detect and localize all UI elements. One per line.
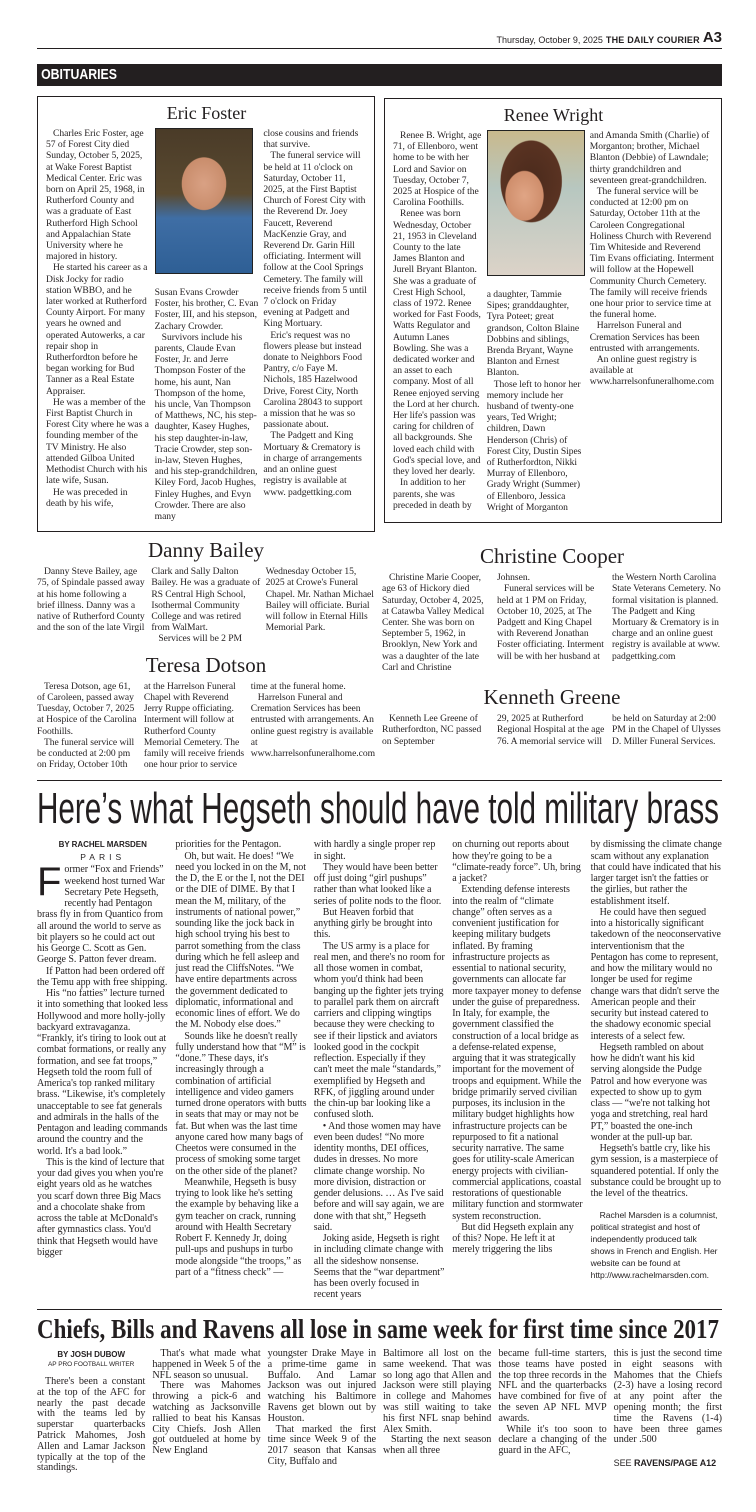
paragraph: He could have then segued into a historically significant takedown of the neoconservative interventionism that the Pentagon has come to represent, and how the military would no longer be used for regime change wars that didn't serve the American people and their security but instead catered to the shadowy economic special interests of a select few. xyxy=(590,906,721,1042)
paragraph: Kenneth Lee Greene of Rutherfordton, NC passed on September xyxy=(382,713,482,747)
paragraph: • And those women may have even been dudes! “No more identity months, DEI offices, dudes in dresses. No more climate change worship. No more division, distraction or gender delusions. … As I've said before and will say again, we are done with that sht,” Hegseth said. xyxy=(313,1120,445,1233)
header-rule xyxy=(37,48,722,49)
paragraph: That's what made what happened in Week 5 of the NFL season so unusual. xyxy=(152,1348,261,1381)
paragraph: His “no fatties” lecture turned it into something that looked less Hollywood and more holly-jolly backyard extravaganza. “Frankly, it's tiring to look out at combat formations, or really any formation, and see fat troops,” Hegseth told the room full of America's top ranked military brass. “Likewise, it's completely unacceptable to see fat generals and admirals in the halls of the Pentagon and leading commands around the country and the world. It's a bad look.” xyxy=(37,988,168,1157)
paragraph: But did Hegseth explain any of this? Nope. He left it at merely triggering the libs xyxy=(452,1221,574,1256)
paragraph: Those left to honor her memory include her husband of twenty-one years, Ted Wright; children, Dawn Henderson (Chris) of Forest City, Dustin Sipes of Rutherfordton, Nikki Murray of Ellenboro, Grady Wright (Summer) of Ellenboro, Jessica Wright of Morganton xyxy=(486,378,582,513)
paragraph: Oh, but wait. He does! “We need you locked in on the M, not the D, the E or the I, not the DEI or the DIE of DIME. By that I mean the M, military, of the instruments of national power,” sounding like the jock back in high school trying his best to parrot something from the class during which he fell asleep and just read the CliffsNotes. “We have entire departments across the government dedicated to diplomatic, informational and economic lines of effort. We do the M. Nobody else does.” xyxy=(175,850,306,1031)
column-headline-wrap xyxy=(37,785,722,833)
paragraph: Extending defense interests into the realm of “climate change” often serves as a convenient justification for keeping military budgets inflated. By framing infrastructure projects as essential to national security, governments can allocate far more taxpayer money to defense under the guise of preparedness. In Italy, for example, the government classified the construction of a local bridge as a defense-related expense, arguing that it was strategically important for the movement of troops and equipment. While the bridge primarily served civilian purposes, its inclusion in the military budget highlights how infrastructure projects can be repurposed to fit a national security narrative. The same goes for utility-scale American energy projects with civilian-commercial applications, coastal restorations of questionable military function and stormwater system reconstruction. xyxy=(452,884,583,1222)
obituary-column xyxy=(46,128,150,522)
newspaper-page xyxy=(37,0,722,1474)
obituary-column xyxy=(612,713,722,747)
obituary-column xyxy=(382,572,492,673)
column-dateline: PARIS xyxy=(80,852,126,863)
column-continued xyxy=(591,839,722,1199)
obituary-column xyxy=(382,713,492,747)
story-column-text xyxy=(37,1377,145,1474)
obituary-column xyxy=(251,681,375,771)
paragraph: became full-time starters, those teams have posted the top three records in the NFL and the quarterbacks have combined for five of the seven AP NFL MVP awards. xyxy=(498,1348,607,1424)
section-title: OBITUARIES xyxy=(41,66,117,83)
drop-cap: F xyxy=(37,860,62,905)
paragraph: Hegseth rambled on about how he didn't want his kid serving alongside the Pudge Patrol and how everyone was expected to show up to gym class — “we're not talking hot yoga and stretching, real hard PT,” boasted the one-inch wonder at the pull-up bar. xyxy=(590,1041,711,1143)
paragraph: There was Mahomes throwing a pick-6 and watching as Jacksonville rallied to beat his Kansas City Chiefs. Josh Allen got outdueled at home by New England xyxy=(152,1380,261,1457)
paragraph: be held on Saturday at 2:00 PM in the Chapel of Ulysses D. Miller Funeral Services. xyxy=(612,713,721,747)
section-divider xyxy=(37,780,722,781)
paragraph: Clark and Sally Dalton Bailey. He was a graduate of RS Central High School, Isothermal Community College and was retired from WalMart. xyxy=(151,566,261,634)
paragraph: The funeral service will be held at 11 o'clock on Saturday, October 11, 2025, at the First Baptist Church of Forest City with the Reverend Dr. Joey Faucett, Reverend MacKenzie Gray, and Reverend Dr. Garin Hill officiating. Interment will follow at the Cool Springs Cemetery. The family will receive friends from 5 until 7 o'clock on Friday evening at Padgett and King Mortuary. xyxy=(263,150,367,330)
column-byline: BY RACHEL MARSDEN xyxy=(58,840,147,850)
obituary-column xyxy=(612,572,722,673)
story-column xyxy=(383,1349,491,1457)
obituary-column xyxy=(37,566,146,644)
obituary-column-text xyxy=(487,289,585,513)
column-text-1 xyxy=(37,839,168,1258)
short-obituaries-right xyxy=(382,538,722,754)
paragraph: at the Harrelson Funeral Chapel with Reverend Jerry Ruppe officiating. Interment will follow at Rutherford County Memorial Cemetery. The family will receive friends one hour prior to service xyxy=(143,680,245,771)
paragraph: Hegseth's battle cry, like his gym session, is a masterpiece of squandered potential. If only the substance could be brought up to the level of the theatrics. xyxy=(590,1143,721,1200)
paragraph: Meanwhile, Hegseth is busy trying to look like he's setting the example by behaving like a gym teacher on crack, running around with Health Secretary Robert F. Kennedy Jr, doing pull-ups and pushups in turbo mode alongside “the troops,” as part of a “fitness check” — xyxy=(175,1176,302,1278)
story-column-text xyxy=(614,1349,722,1446)
obituary-columns xyxy=(382,713,722,747)
paragraph: Wednesday October 15, 2025 at Crowe's Funeral Chapel. Mr. Nathan Michael Bailey will officiate. Burial will follow in Eternal Hills Memorial Park. xyxy=(265,566,374,634)
obituary-column xyxy=(487,130,585,513)
paragraph: An online guest registry is available at www.harrelsonfuneralhome.com xyxy=(589,354,715,388)
paragraph: Charles Eric Foster, age 57 of Forest City died Sunday, October 5, 2025, at Wake Forest Baptist Medical Center. Eric was born on April 25, 1968, in Rutherford County and was a graduate of East Rutherford High School and Appalachian State University where he majored in history. xyxy=(46,128,145,263)
paragraph: by dismissing the climate change scam without any explanation that could have indicated that his larger target isn't the fatties or the girlies, but rather the establishment itself. xyxy=(590,839,722,907)
column-text-2 xyxy=(175,839,306,1278)
column-text-3 xyxy=(314,839,445,1300)
obituary-column xyxy=(37,681,139,771)
page-number: A3 xyxy=(702,29,722,46)
obituary-column xyxy=(155,128,259,522)
paragraph: on churning out reports about how they're going to be a “climate-ready force”. Uh, bring a jacket? xyxy=(452,839,581,885)
obituary-teresa-dotson xyxy=(37,653,375,771)
paragraph: The funeral service will be conducted at 2:00 pm on Friday, October 10th xyxy=(37,736,135,771)
paragraph: This is the kind of lecture that your dad gives you when you're eight years old as he watches you scarf down three Big Macs and a chocolate shake from across the table at McDonald's after gymnastics class. You'd think that Hegseth would have bigger xyxy=(37,1156,165,1258)
paragraph: Survivors include his parents, Claude Evan Foster, Jr. and Jerre Thompson Foster of the home, his aunt, Nan Thompson of the home, his uncle, Van Thompson of Matthews, NC, his step-daughter, Kasey Hughes, his step daughter-in-law, Tracie Crowder, step son-in-law, Steven Hughes, and his step-grandchildren, Kiley Ford, Jacob Hughes, Finley Hughes, and Evyn Crowder. There are also many xyxy=(154,331,258,523)
paragraph: While it's too soon to declare a changing of the guard in the AFC, xyxy=(498,1423,607,1457)
obituary-christine-cooper xyxy=(382,544,722,673)
jump-link[interactable] xyxy=(614,1457,722,1469)
paragraph: The funeral service will be conducted at 12:00 pm on Saturday, October 11th at the Caroleen Congregational Holiness Church with Reverend Tim Whiteside and Reverend Tim Evans officiating. Interment will follow at the Hopewell Community Church Cemetery. The family will receive friends one hour prior to service time at the funeral home. xyxy=(589,186,714,321)
paragraph: Joking aside, Hegseth is right in including climate change with all the sideshow nonsense. Seems that the “war department” has been overly focused in recent years xyxy=(313,1233,445,1301)
obituary-column xyxy=(393,130,482,513)
short-obituaries-left xyxy=(37,538,375,778)
obituary-columns xyxy=(37,681,375,771)
obituary-column xyxy=(266,566,375,644)
lead-paragraph xyxy=(37,860,168,966)
paragraph: Harrelson Funeral and Cremation Services has been entrusted with arrangements. An online guest registry is available at www.harrelsonfuneralhome.com xyxy=(250,691,376,759)
obituary-name: Christine Cooper xyxy=(479,544,625,569)
story-column xyxy=(152,1349,260,1457)
paragraph: close cousins and friends that survive. xyxy=(263,128,359,151)
obituary-name: Danny Bailey xyxy=(147,538,265,563)
page-header xyxy=(37,0,722,48)
paragraph: 29, 2025 at Rutherford Regional Hospital at the age 76. A memorial service will xyxy=(497,713,605,747)
obituary-column xyxy=(151,566,260,644)
paragraph: Funeral services will be held at 1 PM on Friday, October 10, 2025, at The Padgett and King Chapel with Reverend Jonathan Foster officiating. Interment will be with her husband at xyxy=(497,583,604,662)
obituary-column xyxy=(497,572,607,673)
obituary-eric-foster xyxy=(37,96,375,532)
paragraph: Teresa Dotson, age 61, of Caroleen, passed away Tuesday, October 7, 2025 at Hospice of the Carolina Foothills. xyxy=(37,680,137,737)
paragraph: Harrelson Funeral and Cremation Services has been entrusted with arrangements. xyxy=(589,320,700,354)
paragraph: Baltimore all lost on the same weekend. That was so long ago that Allen and Jackson were still playing in college and Mahomes was still waiting to take his first NFL snap behind Alex Smith. xyxy=(383,1348,492,1435)
obituary-columns xyxy=(37,566,375,644)
paragraph: He was a member of the First Baptist Church in Forest City where he was a founding member of the TV Ministry. He also attended Gilboa United Methodist Church with his late wife, Susan. xyxy=(46,396,149,487)
paragraph: He started his career as a Disk Jocky for radio station WBBO, and he later worked at Rutherford County Airport. For many years he owned and operated Autowerks, a car repair shop in Rutherfordton before he began working for Bud Tanner as a Real Estate Appraiser. xyxy=(46,262,148,397)
paragraph: Renee was born Wednesday, October 21, 1953 in Cleveland County to the late James Blanton and Jurell Bryant Blanton. She was a graduate of Crest High School, class of 1972. Renee worked for Fast Foods, Watts Regulator and Autumn Lanes Bowling. She was a dedicated worker and an asset to each company. Most of all Renee enjoyed serving the Lord at her church. Her life's passion was caring for children of all backgrounds. She loved each child with God's special love, and they loved her dearly. xyxy=(393,208,481,478)
paragraph: Renee B. Wright, age 71, of Ellenboro, went home to be with her Lord and Savior on Tuesday, October 7, 2025 at Hospice of the Carolina Foothills. xyxy=(393,130,482,209)
story-column xyxy=(268,1349,376,1468)
obituary-renee-wright xyxy=(384,98,722,523)
lead-text: ormer “Fox and Friends” weekend host turned War Secretary Pete Hegseth, recently had Pentagon brass fly in from Quantico from all around the world to serve as bit players so he could act out his George C. Scott as Gen. George S. Patton fever dream. xyxy=(37,864,165,966)
column-text-4 xyxy=(452,839,583,1255)
paragraph: time at the funeral home. xyxy=(250,680,346,692)
obituary-column xyxy=(590,130,714,513)
obituary-name: Renee Wright xyxy=(503,105,604,125)
section-banner xyxy=(37,64,722,86)
paragraph: Johnsen. xyxy=(497,572,530,584)
story-body xyxy=(37,1349,722,1474)
paragraph: Susan Evans Crowder Foster, his brother, C. Evan Foster, III, and his stepson, Zachary Crowder. xyxy=(154,287,259,332)
jump-target: RAVENS/PAGE A12 xyxy=(633,1458,717,1469)
paragraph: a daughter, Tammie Sipes; granddaughter, Tyra Poteet; great grandson, Colton Blaine Dobbins and siblings, Brenda Bryant, Wayne Blanton and Ernest Blanton. xyxy=(486,289,580,379)
jump-see: SEE xyxy=(613,1458,632,1469)
paragraph: In addition to her parents, she was preceded in death by xyxy=(393,477,472,511)
obituary-column xyxy=(263,128,367,522)
column-text-5 xyxy=(591,839,722,1281)
paragraph: The US army is a place for real men, and there's no room for all those women in combat, whom you'd think had been banging up the fighter jets trying to parallel park them on aircraft carriers and clipping wingtips because they were checking to see if their lipstick and aviators looked good in the cockpit reflection. Especially if they can't meet the male “standards,” exemplified by Hegseth and RFK, of jiggling around under the chin-up bar looking like a confused sloth. xyxy=(313,940,445,1121)
obituary-column-text xyxy=(155,287,259,522)
paragraph: Danny Steve Bailey, age 75, of Spindale passed away at his home following a brief illness. Danny was a native of Rutherford County and the son of the late Virgil xyxy=(37,566,145,634)
obituary-name: Teresa Dotson xyxy=(145,652,267,677)
opinion-column-body xyxy=(37,839,722,1300)
paragraph: priorities for the Pentagon. xyxy=(175,839,282,851)
obituary-kenneth-greene xyxy=(382,685,722,747)
newspaper-name: THE DAILY COURIER xyxy=(605,35,700,45)
author-bio xyxy=(591,1209,722,1281)
portrait-photo xyxy=(487,130,585,276)
story-column xyxy=(37,1349,145,1474)
paragraph: youngster Drake Maye in a prime-time game in Buffalo. And Lamar Jackson was out injured watching his Baltimore Ravens get blown out by Houston. xyxy=(267,1348,376,1424)
section-divider xyxy=(37,1309,722,1311)
story-headline-wrap xyxy=(37,1313,722,1345)
issue-date: Thursday, October 9, 2025 xyxy=(496,35,603,45)
paragraph: Eric's request was no flowers please but instead donate to Neighbors Food Pantry, c/o Faye M. Nichols, 185 Hazelwood Drive, Forest City, North Carolina 28043 to support a mission that he was so passionate about. xyxy=(263,329,363,431)
story-headline: Chiefs, Bills and Ravens all lose in same week for first time since 2017 xyxy=(37,1314,719,1345)
obituary-column xyxy=(497,713,607,747)
paragraph: Sounds like he doesn't really fully understand how that “M” is “done.” These days, it's increasingly through a combination of artificial intelligence and video gamers turned drone operators with butts in seats that may or may not be fat. But when was the last time anyone cared how many bags of Cheetos were consumed in the process of smoking some target on the other side of the planet? xyxy=(175,1030,307,1177)
short-obituaries xyxy=(37,538,722,778)
paragraph: He was preceded in death by his wife, xyxy=(46,486,128,509)
story-byline: BY JOSH DUBOW xyxy=(57,1350,125,1360)
paragraph: Starting the next season when all three xyxy=(383,1434,492,1457)
paragraph: But Heaven forbid that anything girly be brought into this. xyxy=(313,906,433,941)
featured-obituaries xyxy=(37,96,722,532)
obituary-columns xyxy=(382,572,722,673)
column-continued xyxy=(37,966,168,1259)
obituary-name: Kenneth Greene xyxy=(483,685,621,710)
paragraph: If Patton had been ordered off the Temu app with free shipping. xyxy=(37,965,168,988)
story-byline-title: AP PRO FOOTBALL WRITER xyxy=(48,1361,135,1369)
paragraph: the Western North Carolina State Veterans Cemetery. No formal visitation is planned. The Padgett and King Mortuary & Crematory is in charge and an online guest registry is available at www. padgettking.com xyxy=(612,572,721,662)
story-column xyxy=(614,1349,722,1469)
paragraph: Services will be 2 PM xyxy=(158,633,243,645)
author-bio-text: Rachel Marsden is a columnist, political strategist and host of independently produced talk shows in French and English. Her website can be found at http://www.rachelmarsden.com. xyxy=(590,1210,718,1281)
paragraph: There's been a constant at the top of the AFC for nearly the past decade with the teams led by superstar quarterbacks Patrick Mahomes, Josh Allen and Lamar Jackson typically at the top of the standings. xyxy=(37,1376,146,1474)
obituary-danny-bailey xyxy=(37,538,375,644)
column-headline: Here’s what Hegseth should have told military brass xyxy=(37,785,719,834)
portrait-photo xyxy=(155,128,253,274)
paragraph: The Padgett and King Mortuary & Crematory is in charge of arrangements and an online guest registry is available at www. padgettking.com xyxy=(263,430,362,498)
obituary-column xyxy=(144,681,246,771)
obituary-columns xyxy=(393,130,714,513)
paragraph: and Amanda Smith (Charlie) of Morganton; brother, Michael Blanton (Debbie) of Lawndale; thirty grandchildren and seventeen great-grandchildren. xyxy=(589,130,710,186)
obituary-name: Eric Foster xyxy=(166,103,247,123)
obituary-columns xyxy=(46,128,367,522)
paragraph: this is just the second time in eight seasons with Mahomes that the Chiefs (2-3) have a losing record at any point after the opening month; the first time the Ravens (1-4) have been three games under .500 xyxy=(613,1348,722,1446)
story-column xyxy=(498,1349,606,1457)
paragraph: That marked the first time since Week 9 of the 2017 season that Kansas City, Buffalo and xyxy=(267,1423,376,1468)
paragraph: with hardly a single proper rep in sight. xyxy=(313,839,436,862)
paragraph: They would have been better off just doing “girl pushups” rather than what looked like a series of polite nods to the floor. xyxy=(313,861,442,907)
paragraph: Christine Marie Cooper, age 63 of Hickory died Saturday, October 4, 2025, at Catawba Valley Medical Center. She was born on September 5, 1962, in Brooklyn, New York and was a daughter of the late Carl and Christine xyxy=(382,572,485,673)
